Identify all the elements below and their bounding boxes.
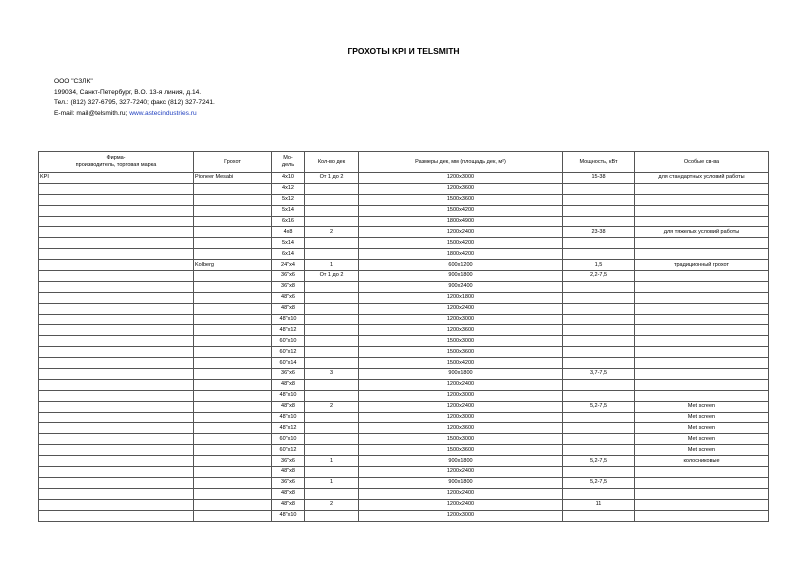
table-row [39, 183, 769, 194]
company-name: ООО "СЗЛК" [54, 78, 93, 85]
cell-decks [305, 325, 359, 336]
cell-features [635, 249, 769, 260]
cell-features [635, 292, 769, 303]
cell-screen [194, 227, 272, 238]
cell-size: 1200x3000 [359, 390, 563, 401]
cell-features [635, 499, 769, 510]
cell-power: 5,2-7,5 [563, 456, 635, 467]
cell-power [563, 249, 635, 260]
cell-decks [305, 423, 359, 434]
table-row [39, 456, 769, 467]
cell-screen [194, 271, 272, 282]
cell-model: 60"x10 [272, 434, 305, 445]
cell-screen [194, 467, 272, 478]
table-row [39, 369, 769, 380]
cell-maker [39, 401, 194, 412]
cell-power [563, 347, 635, 358]
cell-size: 1200x3600 [359, 325, 563, 336]
cell-size: 1200x2400 [359, 488, 563, 499]
cell-maker [39, 216, 194, 227]
cell-size: 1500x3600 [359, 347, 563, 358]
cell-power [563, 281, 635, 292]
cell-decks [305, 467, 359, 478]
cell-maker [39, 314, 194, 325]
cell-size: 900x2400 [359, 281, 563, 292]
cell-screen [194, 205, 272, 216]
table-row [39, 325, 769, 336]
cell-power [563, 238, 635, 249]
cell-power [563, 510, 635, 521]
cell-power: 2,2-7,5 [563, 271, 635, 282]
cell-power [563, 336, 635, 347]
website-link[interactable]: www.astecindustries.ru [129, 109, 197, 117]
cell-features [635, 336, 769, 347]
cell-model: 5x14 [272, 238, 305, 249]
cell-size: 600x1200 [359, 260, 563, 271]
cell-features [635, 358, 769, 369]
cell-model: 48"x10 [272, 390, 305, 401]
cell-model: 48"x12 [272, 423, 305, 434]
cell-maker [39, 390, 194, 401]
cell-screen [194, 423, 272, 434]
cell-features [635, 510, 769, 521]
cell-screen [194, 183, 272, 194]
cell-power [563, 194, 635, 205]
cell-features: Met screen [635, 401, 769, 412]
cell-screen [194, 347, 272, 358]
email: E-mail: mail@telsmith.ru; [54, 109, 128, 117]
cell-maker [39, 456, 194, 467]
cell-maker [39, 292, 194, 303]
table-row [39, 238, 769, 249]
cell-maker [39, 183, 194, 194]
table-row [39, 173, 769, 184]
cell-power [563, 183, 635, 194]
cell-size: 1200x3600 [359, 423, 563, 434]
cell-features [635, 303, 769, 314]
cell-model: 48"x12 [272, 325, 305, 336]
cell-model: 36"x6 [272, 369, 305, 380]
cell-size: 1200x2400 [359, 467, 563, 478]
cell-decks [305, 358, 359, 369]
cell-power [563, 303, 635, 314]
cell-features [635, 194, 769, 205]
cell-size: 1500x3600 [359, 194, 563, 205]
cell-model: 36"x6 [272, 456, 305, 467]
cell-maker [39, 467, 194, 478]
cell-screen [194, 477, 272, 488]
cell-features [635, 216, 769, 227]
cell-power: 1,5 [563, 260, 635, 271]
cell-screen: Kolberg [194, 260, 272, 271]
cell-screen [194, 401, 272, 412]
cell-features [635, 281, 769, 292]
table-row [39, 194, 769, 205]
cell-size: 1200x2400 [359, 499, 563, 510]
table-row [39, 281, 769, 292]
table-row [39, 314, 769, 325]
table-row [39, 205, 769, 216]
table-row [39, 488, 769, 499]
cell-screen: Pioneer Mesabi [194, 173, 272, 184]
cell-decks [305, 249, 359, 260]
cell-power: 3,7-7,5 [563, 369, 635, 380]
cell-power [563, 358, 635, 369]
cell-decks: 1 [305, 260, 359, 271]
address: 199034, Санкт-Петербург, В.О. 13-я линия, д.14. [54, 88, 202, 96]
cell-size: 1200x2400 [359, 227, 563, 238]
cell-power: 5,2-7,5 [563, 401, 635, 412]
cell-size: 1200x2400 [359, 401, 563, 412]
cell-decks [305, 183, 359, 194]
cell-maker [39, 325, 194, 336]
cell-maker [39, 281, 194, 292]
table-row [39, 477, 769, 488]
cell-screen [194, 499, 272, 510]
cell-maker [39, 303, 194, 314]
cell-size: 1500x4200 [359, 238, 563, 249]
cell-power [563, 379, 635, 390]
cell-decks: 1 [305, 456, 359, 467]
col-features: Особые св-ва [635, 152, 769, 173]
table-row [39, 390, 769, 401]
cell-model: 48"x8 [272, 303, 305, 314]
table-row [39, 358, 769, 369]
cell-features [635, 271, 769, 282]
cell-screen [194, 456, 272, 467]
cell-decks [305, 412, 359, 423]
cell-size: 1200x2400 [359, 303, 563, 314]
col-sizes: Размеры дек, мм (площадь дек, м²) [359, 152, 563, 173]
cell-decks [305, 238, 359, 249]
cell-features [635, 390, 769, 401]
table-row [39, 271, 769, 282]
cell-screen [194, 369, 272, 380]
cell-features [635, 205, 769, 216]
cell-screen [194, 238, 272, 249]
cell-features [635, 488, 769, 499]
cell-screen [194, 412, 272, 423]
table-row [39, 303, 769, 314]
cell-decks: 2 [305, 401, 359, 412]
cell-size: 900x1800 [359, 477, 563, 488]
cell-screen [194, 314, 272, 325]
cell-screen [194, 325, 272, 336]
cell-power [563, 423, 635, 434]
cell-maker [39, 499, 194, 510]
cell-size: 1200x3000 [359, 173, 563, 184]
cell-screen [194, 510, 272, 521]
cell-decks: 2 [305, 227, 359, 238]
cell-maker [39, 205, 194, 216]
contact-block [54, 77, 215, 119]
cell-decks [305, 314, 359, 325]
cell-power [563, 314, 635, 325]
cell-model: 48"x10 [272, 510, 305, 521]
table-row [39, 412, 769, 423]
cell-power [563, 205, 635, 216]
cell-size: 900x1800 [359, 369, 563, 380]
cell-size: 1200x3000 [359, 510, 563, 521]
cell-model: 6x16 [272, 216, 305, 227]
cell-model: 5x12 [272, 194, 305, 205]
cell-model: 48"x6 [272, 292, 305, 303]
cell-screen [194, 281, 272, 292]
cell-screen [194, 216, 272, 227]
cell-decks [305, 303, 359, 314]
table-row [39, 336, 769, 347]
cell-maker [39, 336, 194, 347]
cell-size: 1200x3600 [359, 183, 563, 194]
cell-screen [194, 194, 272, 205]
cell-decks [305, 292, 359, 303]
cell-features [635, 347, 769, 358]
phones: Тел.: (812) 327-6795, 327-7240; факс (812) 327-7241. [54, 99, 215, 106]
cell-model: 4x8 [272, 227, 305, 238]
cell-features: колосниковые [635, 456, 769, 467]
cell-maker [39, 238, 194, 249]
cell-features: Met screen [635, 445, 769, 456]
cell-maker [39, 227, 194, 238]
cell-screen [194, 292, 272, 303]
cell-power [563, 292, 635, 303]
screens-table [38, 151, 769, 522]
cell-maker [39, 412, 194, 423]
cell-power: 11 [563, 499, 635, 510]
cell-maker [39, 477, 194, 488]
cell-size: 1200x3000 [359, 412, 563, 423]
col-model: Мо- дель [272, 152, 305, 173]
table-row [39, 216, 769, 227]
cell-decks [305, 379, 359, 390]
table-row [39, 379, 769, 390]
cell-maker [39, 249, 194, 260]
cell-screen [194, 379, 272, 390]
cell-size: 1500x3000 [359, 336, 563, 347]
col-power: Мощность, кВт [563, 152, 635, 173]
cell-decks: От 1 до 2 [305, 271, 359, 282]
cell-screen [194, 488, 272, 499]
cell-model: 48"x8 [272, 401, 305, 412]
cell-features [635, 238, 769, 249]
cell-features: Met screen [635, 423, 769, 434]
cell-maker [39, 488, 194, 499]
cell-model: 48"x8 [272, 499, 305, 510]
cell-decks: 3 [305, 369, 359, 380]
cell-size: 900x1800 [359, 271, 563, 282]
cell-power [563, 445, 635, 456]
cell-size: 1800x4900 [359, 216, 563, 227]
cell-power [563, 488, 635, 499]
table-row [39, 260, 769, 271]
cell-size: 1200x3000 [359, 314, 563, 325]
cell-size: 1200x2400 [359, 379, 563, 390]
cell-model: 60"x12 [272, 347, 305, 358]
cell-power [563, 216, 635, 227]
cell-features [635, 467, 769, 478]
cell-features [635, 314, 769, 325]
cell-power [563, 434, 635, 445]
cell-model: 48"x8 [272, 379, 305, 390]
cell-decks [305, 216, 359, 227]
cell-size: 1500x4200 [359, 358, 563, 369]
cell-model: 5x14 [272, 205, 305, 216]
cell-model: 60"x10 [272, 336, 305, 347]
table-row [39, 227, 769, 238]
cell-size: 900x1800 [359, 456, 563, 467]
cell-power: 23-38 [563, 227, 635, 238]
cell-model: 24"x4 [272, 260, 305, 271]
cell-power [563, 390, 635, 401]
cell-screen [194, 358, 272, 369]
cell-model: 36"x6 [272, 271, 305, 282]
cell-maker [39, 347, 194, 358]
cell-power [563, 412, 635, 423]
cell-size: 1500x4200 [359, 205, 563, 216]
cell-features [635, 183, 769, 194]
cell-power [563, 325, 635, 336]
cell-maker [39, 510, 194, 521]
cell-model: 48"x10 [272, 314, 305, 325]
cell-decks [305, 434, 359, 445]
cell-model: 36"x6 [272, 477, 305, 488]
col-decks: Кол-во дек [305, 152, 359, 173]
cell-decks [305, 390, 359, 401]
cell-features [635, 369, 769, 380]
cell-power: 5,2-7,5 [563, 477, 635, 488]
cell-model: 48"x10 [272, 412, 305, 423]
table-row [39, 499, 769, 510]
page-title: ГРОХОТЫ KPI И TELSMITH [347, 46, 460, 56]
cell-screen [194, 445, 272, 456]
table-row [39, 434, 769, 445]
cell-model: 4x12 [272, 183, 305, 194]
cell-maker [39, 194, 194, 205]
cell-decks [305, 488, 359, 499]
cell-decks [305, 510, 359, 521]
table-row [39, 292, 769, 303]
cell-maker [39, 379, 194, 390]
cell-features: для тяжелых условий работы [635, 227, 769, 238]
table-row [39, 347, 769, 358]
cell-features: Met screen [635, 434, 769, 445]
cell-size: 1800x4200 [359, 249, 563, 260]
cell-decks: От 1 до 2 [305, 173, 359, 184]
table-row [39, 510, 769, 521]
table-row [39, 401, 769, 412]
cell-features: традиционный грохот [635, 260, 769, 271]
cell-size: 1500x3000 [359, 434, 563, 445]
cell-model: 48"x8 [272, 488, 305, 499]
cell-model: 36"x8 [272, 281, 305, 292]
cell-model: 48"x8 [272, 467, 305, 478]
cell-decks [305, 347, 359, 358]
cell-size: 1200x1800 [359, 292, 563, 303]
cell-maker [39, 445, 194, 456]
cell-maker [39, 358, 194, 369]
table-row [39, 445, 769, 456]
col-screen: Грохот [194, 152, 272, 173]
table-row [39, 423, 769, 434]
cell-screen [194, 434, 272, 445]
cell-maker [39, 260, 194, 271]
cell-screen [194, 390, 272, 401]
cell-screen [194, 249, 272, 260]
cell-maker [39, 423, 194, 434]
col-maker: Фирма- производитель, торговая марка [39, 152, 194, 173]
cell-decks: 2 [305, 499, 359, 510]
cell-decks [305, 194, 359, 205]
cell-size: 1500x3600 [359, 445, 563, 456]
cell-maker: KPI [39, 173, 194, 184]
cell-decks [305, 205, 359, 216]
cell-model: 4x10 [272, 173, 305, 184]
cell-maker [39, 271, 194, 282]
cell-maker [39, 434, 194, 445]
table-header-row [39, 152, 769, 173]
email-line [54, 109, 215, 120]
cell-power: 15-38 [563, 173, 635, 184]
table-row [39, 249, 769, 260]
cell-decks [305, 281, 359, 292]
cell-decks [305, 445, 359, 456]
cell-power [563, 467, 635, 478]
cell-decks: 1 [305, 477, 359, 488]
cell-screen [194, 303, 272, 314]
table-row [39, 467, 769, 478]
cell-decks [305, 336, 359, 347]
cell-model: 60"x14 [272, 358, 305, 369]
cell-model: 60"x12 [272, 445, 305, 456]
cell-features [635, 379, 769, 390]
cell-features [635, 477, 769, 488]
cell-model: 6x14 [272, 249, 305, 260]
cell-maker [39, 369, 194, 380]
cell-screen [194, 336, 272, 347]
cell-features [635, 325, 769, 336]
cell-features: Met screen [635, 412, 769, 423]
cell-features: для стандартных условий работы [635, 173, 769, 184]
